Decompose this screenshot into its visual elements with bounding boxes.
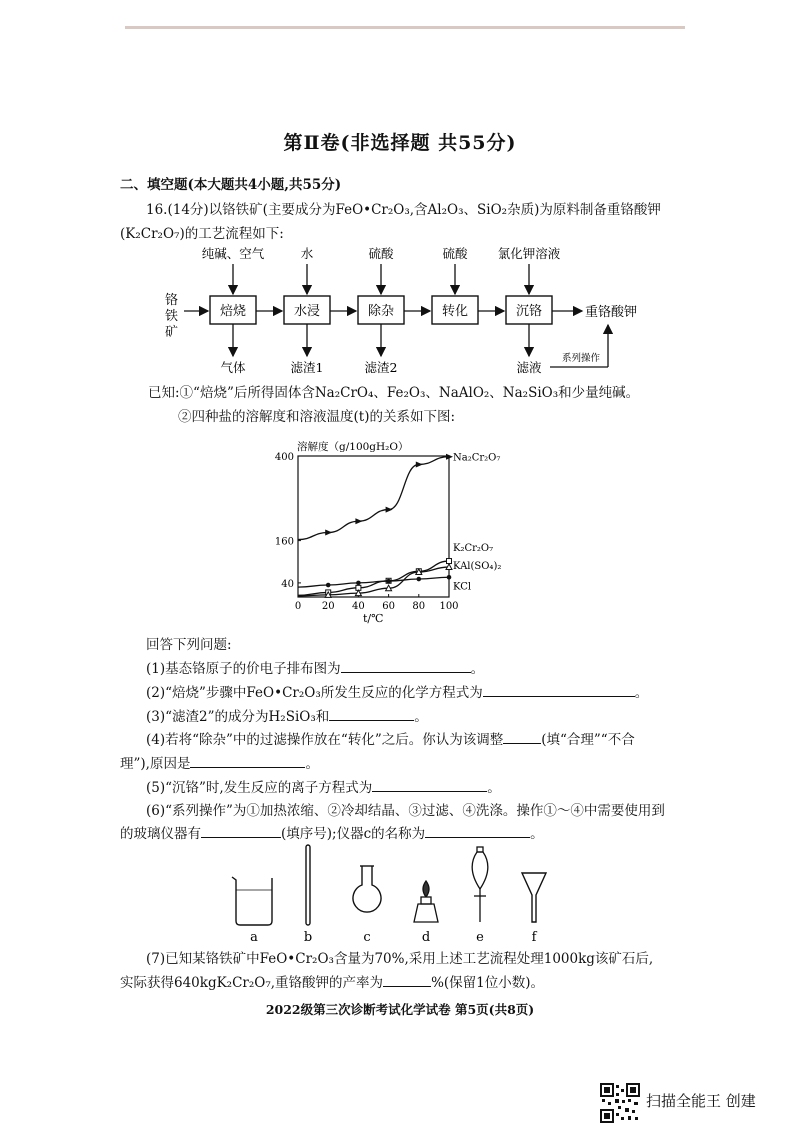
flow-raw-1: 铬 <box>165 293 179 308</box>
flow-output-residue1: 滤渣1 <box>290 360 324 375</box>
question-3-end: 。 <box>414 709 428 725</box>
legend-label-2: KAl(SO₄)₂ <box>453 561 502 573</box>
question-6-text-b: 的玻璃仪器有 <box>120 826 201 842</box>
answer-blank-7[interactable] <box>383 972 431 987</box>
alcohol-lamp-icon <box>414 881 438 922</box>
legend-label-0: Na₂Cr₂O₇ <box>453 452 501 464</box>
y-tick-label: 160 <box>274 536 294 548</box>
question-1-end: 。 <box>470 661 485 677</box>
question-7-cont <box>120 971 544 991</box>
question-3-text: (3)“滤渣2”的成分为H₂SiO₃和 <box>146 709 330 725</box>
flow-raw-2: 铁 <box>165 309 179 324</box>
answer-prompt: 回答下列问题: <box>146 637 232 653</box>
question-16-intro-cont: (K₂Cr₂O₇)的工艺流程如下: <box>120 226 284 242</box>
legend-label-1: K₂Cr₂O₇ <box>453 543 494 555</box>
question-16-intro: 16.(14分)以铬铁矿(主要成分为FeO•Cr₂O₃,含Al₂O₃、SiO₂杂质)为原料制备重铬酸钾 <box>146 202 661 218</box>
question-5-text: (5)“沉铬”时,发生反应的离子方程式为 <box>146 780 373 796</box>
glassware-label-f: f <box>531 930 537 945</box>
question-2-text: (2)“焙烧”步骤中FeO•Cr₂O₃所发生反应的化学方程式为 <box>146 685 483 701</box>
glassware-label-c: c <box>363 930 371 945</box>
flow-step-purify: 除杂 <box>367 304 395 319</box>
glass-rod-icon <box>306 845 310 925</box>
flow-series-op: 系列操作 <box>562 353 601 364</box>
question-2-end: 。 <box>634 685 649 701</box>
known-condition-1: 已知:①“焙烧”后所得固体含Na₂CrO₄、Fe₂O₃、NaAlO₂、Na₂SiO₃和少量纯碱。 <box>148 385 640 401</box>
flow-input-leach: 水 <box>300 246 314 261</box>
chart-ylabel: 溶解度（g/100gH₂O） <box>297 441 409 453</box>
legend-label-3: KCl <box>453 581 472 593</box>
question-7: (7)已知某铬铁矿中FeO•Cr₂O₃含量为70%,采用上述工艺流程处理1000kg该矿石后, <box>146 951 654 967</box>
question-7-text-b: 实际获得640kgK₂Cr₂O₇,重铬酸钾的产率为 <box>120 975 384 991</box>
x-tick-label: 20 <box>321 601 335 612</box>
question-6-end: 。 <box>530 826 544 842</box>
flow-step-convert: 转化 <box>441 304 469 319</box>
question-4-text-c: 理”),原因是 <box>120 756 191 772</box>
glassware-label-b: b <box>303 930 313 945</box>
flow-output-gas: 气体 <box>220 360 246 375</box>
flow-output-residue2: 滤渣2 <box>364 360 398 375</box>
glassware-label-e: e <box>476 930 484 945</box>
page-title: 第Ⅱ卷(非选择题 共55分) <box>283 132 517 154</box>
funnel-icon <box>522 873 546 922</box>
flow-output-filtrate: 滤液 <box>516 360 542 375</box>
flow-step-leach: 水浸 <box>293 304 321 319</box>
glassware-label-d: d <box>421 930 431 945</box>
y-tick-label: 400 <box>274 452 294 463</box>
question-6-text-c: (填序号);仪器c的名称为 <box>281 826 426 842</box>
x-tick-label: 0 <box>294 601 302 612</box>
round-bottom-flask-icon <box>353 866 381 912</box>
question-7-text-c: %(保留1位小数)。 <box>431 975 545 991</box>
separatory-funnel-icon <box>472 847 488 922</box>
question-4-text: (4)若将“除杂”中的过滤操作放在“转化”之后。你认为该调整 <box>146 732 504 748</box>
flow-step-roast: 焙烧 <box>219 304 247 319</box>
flow-raw-3: 矿 <box>165 325 179 340</box>
flow-input-roast: 纯碱、空气 <box>201 246 265 261</box>
known-condition-2: ②四种盐的溶解度和溶液温度(t)的关系如下图: <box>178 409 456 425</box>
x-tick-label: 100 <box>439 601 459 612</box>
flow-input-convert: 硫酸 <box>442 246 468 261</box>
question-6: (6)“系列操作”为①加热浓缩、②冷却结晶、③过滤、④洗涤。操作①～④中需要使用到 <box>146 803 665 819</box>
section-heading: 二、填空题(本大题共4小题,共55分) <box>120 177 342 193</box>
scanner-watermark: 扫描全能王 创建 <box>646 1092 756 1110</box>
y-tick-label: 40 <box>281 578 294 590</box>
flow-input-precipitate: 氯化钾溶液 <box>497 246 561 261</box>
flow-product: 重铬酸钾 <box>585 305 638 320</box>
x-tick-label: 40 <box>352 601 365 612</box>
beaker-icon <box>232 877 272 925</box>
page-footer: 2022级第三次诊断考试化学试卷 第5页(共8页) <box>265 1002 535 1017</box>
chart-xlabel: t/℃ <box>363 612 384 625</box>
question-4-end: 。 <box>305 756 319 772</box>
flow-step-precipitate: 沉铬 <box>515 304 543 319</box>
qr-code-icon <box>600 1083 640 1123</box>
flow-input-purify: 硫酸 <box>368 246 394 261</box>
question-5-end: 。 <box>487 780 501 796</box>
x-tick-label: 80 <box>412 601 426 612</box>
glassware-label-a: a <box>250 930 258 945</box>
question-1-text: (1)基态铬原子的价电子排布图为 <box>146 661 341 677</box>
x-tick-label: 60 <box>382 601 395 612</box>
question-4-text-b: (填“合理”“不合 <box>541 732 635 748</box>
